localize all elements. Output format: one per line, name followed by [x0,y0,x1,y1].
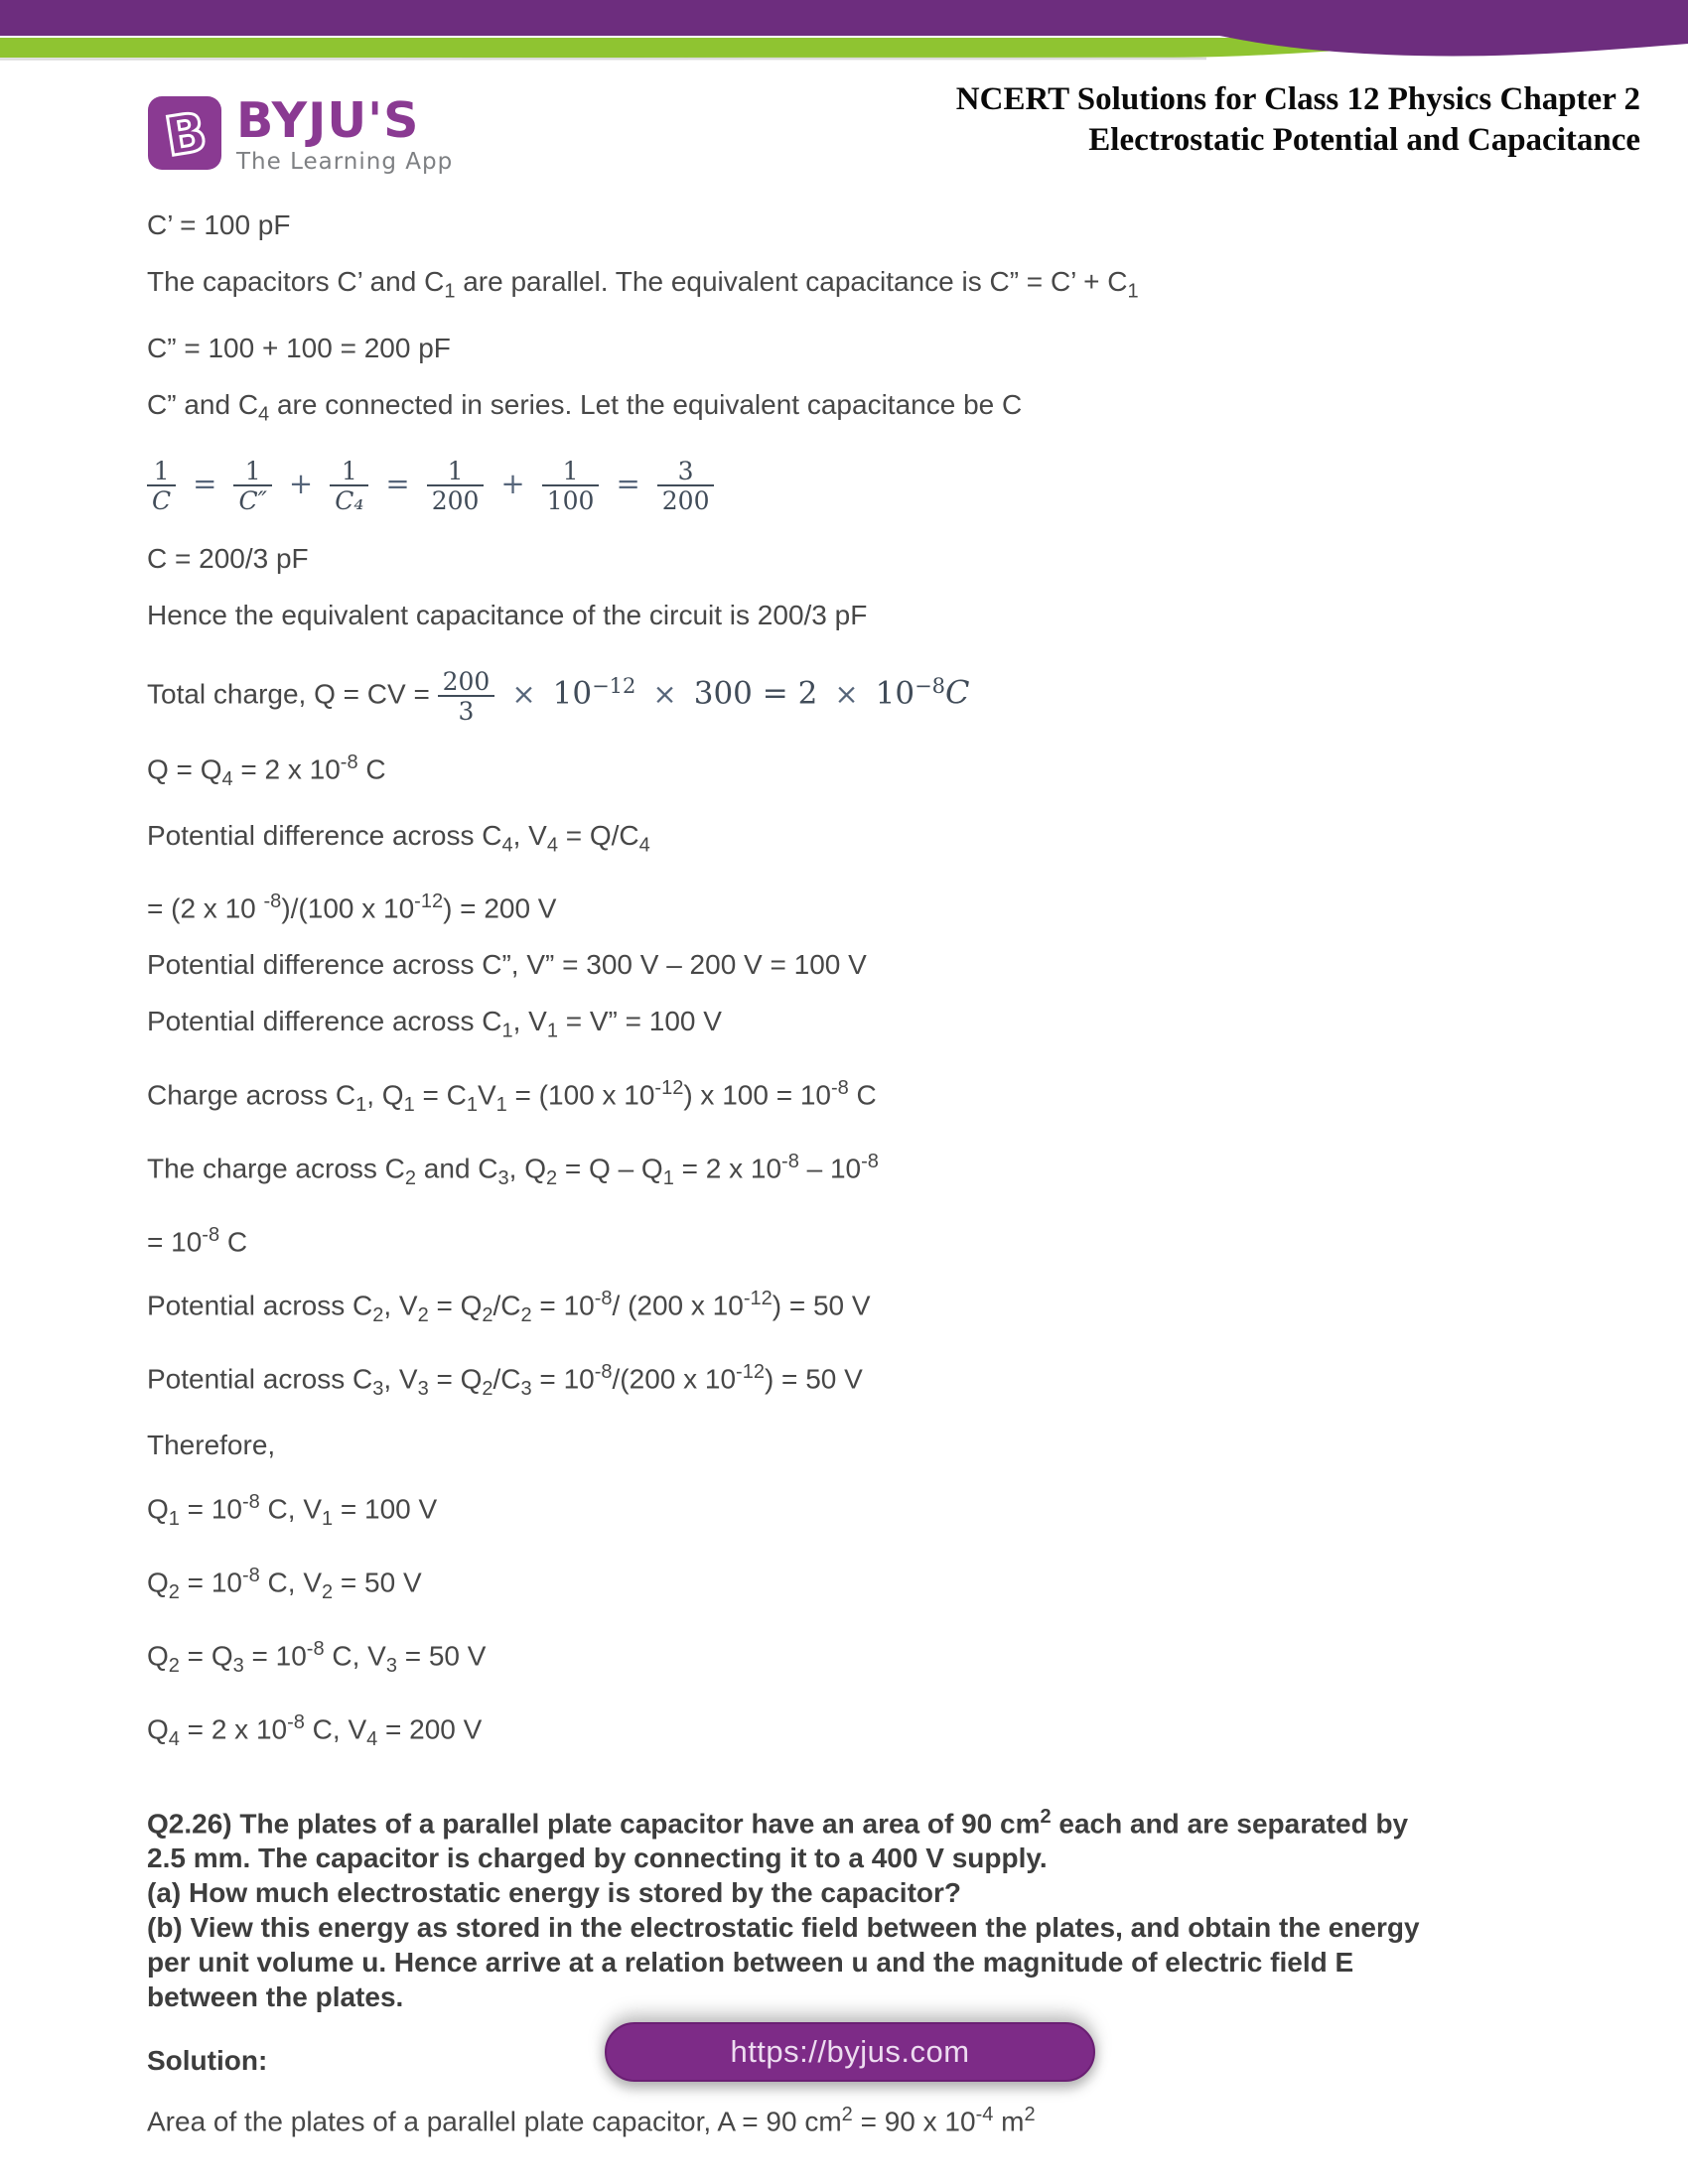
gray-hairline [0,59,1206,60]
logo-tagline: The Learning App [236,149,454,175]
text-line: Hence the equivalent capacitance of the circuit is 200/3 pF [147,600,868,631]
text-line: Potential difference across $C_1$, $V_1 = V$” = 100 V [147,1006,722,1043]
solution2-lines [147,2098,1666,2138]
text-line: Area of the plates of a parallel plate capacitor, A = 90 $cm^2 = 90$ x $10^{-4}$ $m^2$ [147,2104,1036,2137]
text-line: (a) How much electrostatic energy is stored by the capacitor? [147,1877,961,1909]
text-line: Potential across $C_2$, $V_2 = Q_2/C_2 = 10^{-8}/$ (200 x $10^{-12}) = 50$ V [147,1288,871,1327]
document-body [147,208,1666,2138]
byjus-logo-icon [147,95,222,171]
text-line: $Q = Q_4 = 2$ x $10^{-8}$ C [147,751,386,790]
text-line: = (2 x 10 $^{-8}$)/(100 x $10^{-12}) = 200$ V [147,890,557,924]
text-line: $Q_4 = 2$ x $10^{-8}$ C, $V_4 = 200$ V [147,1710,483,1750]
text-line: (b) View this energy as stored in the electrostatic field between the plates, and obtain the energy [147,1912,1420,1944]
byjus-url-text: https://byjus.com [730,2034,970,2069]
text-line: Total charge, Q = CV = $\frac{200}{3}$ × $10^{-12} \times 300 = 2 \times 10^{-8}C$ [147,666,970,726]
solution-label: Solution: [147,2045,268,2077]
text-line: Therefore, [147,1430,276,1461]
text-line: per unit volume u. Hence arrive at a relation between u and the magnitude of electric field E [147,1947,1354,1979]
text-line: = $10^{-8}$ C [147,1223,248,1258]
text-line: $Q_2 = 10^{-8}$ C, $V_2 = 50$ V [147,1565,422,1603]
text-line: C’ = 100 pF [147,209,291,240]
text-line: Charge across $C_1$, $Q_1 = C_1V_1 = (100$ x $10^{-12}$) x $100 = 10^{-8}$ C [147,1077,877,1116]
page-title-line1: NCERT Solutions for Class 12 Physics Chapter 2 [955,81,1640,117]
text-line: Q2.26) The plates of a parallel plate capacitor have an area of 90 $cm^2$ each and are separated by [147,1805,1409,1840]
solution-steps [147,208,1666,1756]
fraction: $\frac{3}{200}$ [657,458,715,514]
text-line: The capacitors C’ and $C_1$ are parallel. The equivalent capacitance is C” = C’ + $C_1$ [147,266,1139,303]
byjus-logo [147,92,454,175]
page-title [956,79,1640,161]
text-line: C” = 100 + 100 = 200 pF [147,332,451,363]
logo-text [236,92,454,175]
fraction: $\frac{1}{C}$ [147,458,176,514]
fraction: $\frac{1}{100}$ [542,458,600,514]
text-line: C = 200/3 pF [147,543,309,575]
text-line: The charge across $C_2$ and $C_3$, $Q_2 = Q - Q_1 = 2$ x $10^{-8} - 10^{-8}$ [147,1150,879,1189]
fraction: $\frac{1}{200}$ [427,458,485,514]
page-title-line2: Electrostatic Potential and Capacitance [1088,122,1640,158]
text-line: $\frac{1}{C}$ = $\frac{1}{C''}$ + $\frac{1}{\text{C₄}}$ = $\frac{1}{200}$ + $\frac{1}{100}$ = $\frac{3}{200}$ [147,454,1666,514]
text-line: between the plates. [147,1981,404,2013]
text-line: $Q_1 = 10^{-8}$ C, $V_1 = 100$ V [147,1491,438,1530]
fraction: $\frac{200}{3}$ [438,668,495,725]
logo-brand: BYJU'S [236,92,420,149]
text-line: Potential difference across $C_4$, $V_4 = Q/C_4$ [147,819,650,857]
question-text [147,1800,1666,2014]
text-line: C” and $C_4$ are connected in series. Let the equivalent capacitance be C [147,388,1023,426]
byjus-url-pill[interactable] [605,2022,1095,2082]
fraction: $\frac{1}{\text{C₄}}$ [330,458,368,514]
fraction: $\frac{1}{C''}$ [233,458,271,514]
text-line: Potential across $C_3$, $V_3 = Q_2/C_3 = 10^{-8}/(200$ x $10^{-12}) = 50$ V [147,1361,863,1401]
logo-b-letter: B [160,99,211,169]
text-line: 2.5 mm. The capacitor is charged by connecting it to a 400 V supply. [147,1843,1048,1874]
text-line: $Q_2 = Q_3 = 10^{-8}$ C, $V_3 = 50$ V [147,1637,487,1677]
text-line: Potential difference across C”, V” = 300 V – 200 V = 100 V [147,949,867,981]
